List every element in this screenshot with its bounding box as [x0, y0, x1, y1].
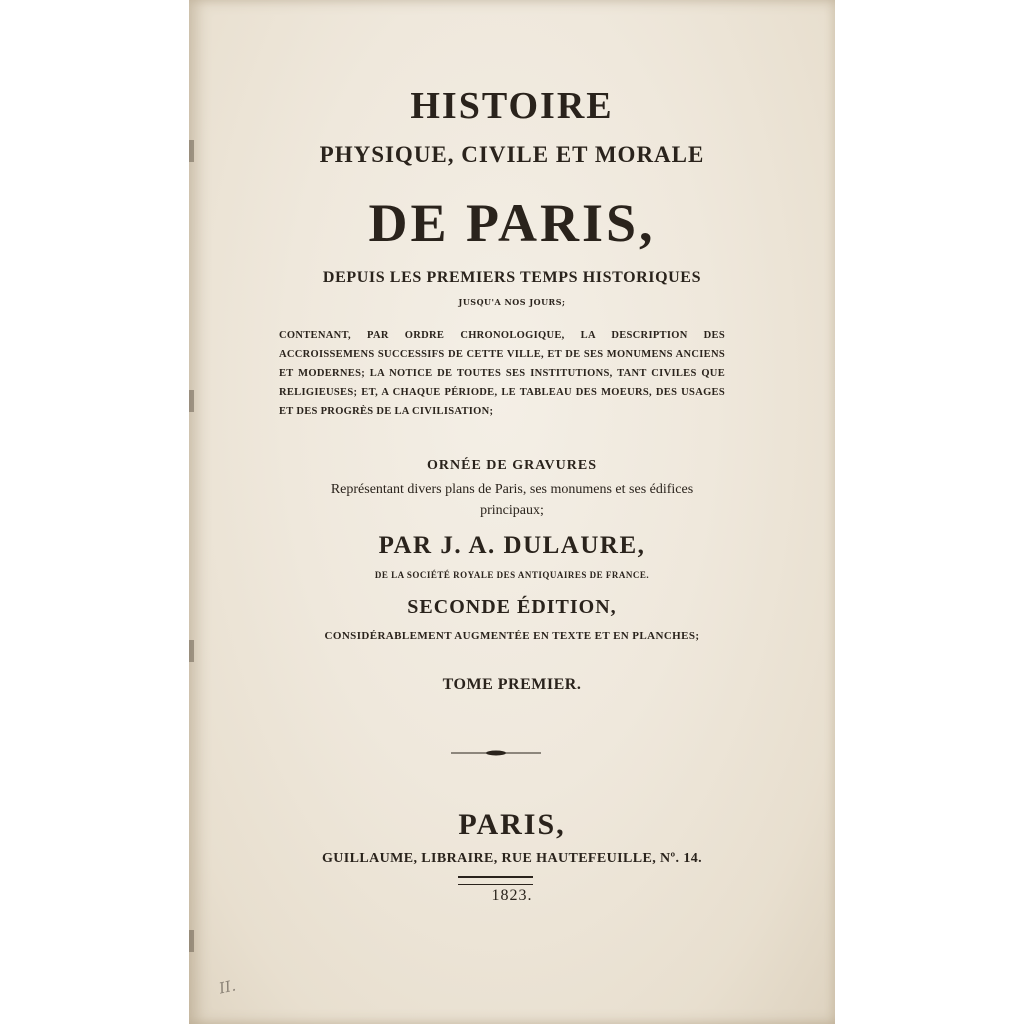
author-line: PAR J. A. DULAURE,: [378, 532, 646, 559]
contents-description: CONTENANT, PAR ORDRE CHRONOLOGIQUE, LA DESCRIPTION DES ACCROISSEMENS SUCCESSIFS DE CETTE VILLE, ET DE SES MONUMENS ANCIENS ET MODERNES; LA NOTICE DE TOUTES SES INSTITUTIONS, TANT CIVILES QUE RELIGIEUSES; ET, A CHAQUE PÉRIODE, LE TABLEAU DES MOEURS, DES USAGES ET DES PROGRÈS DE LA CIVILISATION;: [279, 330, 725, 417]
imprint-publisher: GUILLAUME, LIBRAIRE, RUE HAUTEFEUILLE, Nº. 14.: [321, 851, 703, 866]
ornament-divider: [451, 748, 541, 758]
double-rule: [458, 876, 533, 885]
edition-note: CONSIDÉRABLEMENT AUGMENTÉE EN TEXTE ET EN PLANCHES;: [324, 630, 700, 642]
book-title: HISTOIRE: [410, 85, 614, 127]
engravings-description: Représentant divers plans de Paris, ses monumens et ses édifices: [330, 482, 694, 497]
binding-mark: [189, 390, 194, 412]
engravings-description-end: principaux;: [480, 503, 544, 518]
imprint-year: 1823.: [491, 887, 533, 904]
title-page: [189, 0, 835, 1024]
edition-line: SECONDE ÉDITION,: [407, 596, 617, 618]
engravings-line: ORNÉE DE GRAVURES: [427, 458, 597, 473]
period-line: DEPUIS LES PREMIERS TEMPS HISTORIQUES: [322, 269, 702, 286]
book-subtitle: PHYSIQUE, CIVILE ET MORALE: [319, 142, 705, 167]
binding-mark: [189, 930, 194, 952]
imprint-place: PARIS,: [458, 808, 566, 841]
handwritten-shelfmark: II.: [217, 976, 238, 998]
binding-mark: [189, 640, 194, 662]
author-affiliation: DE LA SOCIÉTÉ ROYALE DES ANTIQUAIRES DE FRANCE.: [374, 570, 650, 580]
city-title: DE PARIS,: [368, 193, 656, 253]
period-end-line: JUSQU'A NOS JOURS;: [458, 297, 566, 307]
volume-line: TOME PREMIER.: [442, 676, 582, 693]
